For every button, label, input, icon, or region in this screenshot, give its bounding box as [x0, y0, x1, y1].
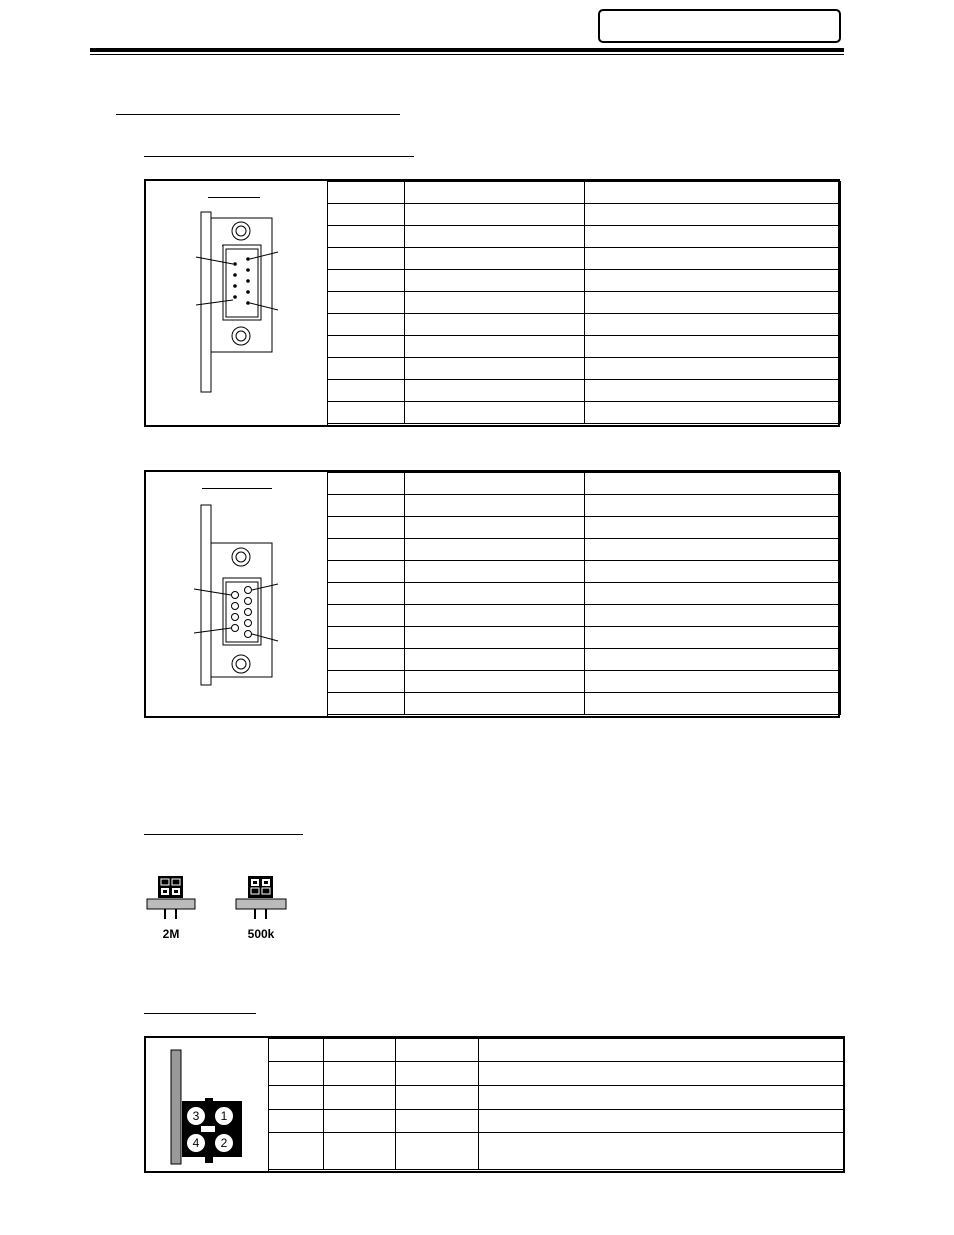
table-row	[269, 1062, 844, 1086]
table-cell	[585, 649, 841, 671]
table-cell	[479, 1086, 844, 1110]
diagram-caption-underline	[208, 197, 260, 198]
table-cell	[405, 248, 585, 270]
table-cell	[328, 182, 405, 204]
table-cell	[328, 561, 405, 583]
table-cell	[328, 539, 405, 561]
table-row	[269, 1039, 844, 1062]
table-cell	[269, 1062, 324, 1086]
table-row	[328, 583, 841, 605]
db9-connector-diagram	[186, 502, 286, 688]
pin-2-label: 2	[220, 1136, 228, 1150]
table-row	[328, 248, 841, 270]
table-row	[328, 402, 841, 424]
table-cell	[396, 1110, 479, 1133]
table-cell	[324, 1133, 396, 1170]
table-cell	[479, 1039, 844, 1062]
table-cell	[585, 517, 841, 539]
table-cell	[396, 1133, 479, 1170]
table-cell	[405, 649, 585, 671]
power-connector-diagram	[168, 1046, 248, 1170]
db9-connector-diagram	[186, 209, 286, 395]
connector-table-1	[144, 179, 840, 427]
table-cell	[328, 402, 405, 424]
table-cell	[585, 495, 841, 517]
table-cell	[324, 1039, 396, 1062]
table-cell	[585, 583, 841, 605]
table-cell	[585, 292, 841, 314]
table-cell	[405, 182, 585, 204]
table-cell	[479, 1062, 844, 1086]
table-cell	[585, 539, 841, 561]
table-cell	[396, 1039, 479, 1062]
table-row	[269, 1133, 844, 1170]
table-cell	[585, 671, 841, 693]
table-row	[328, 358, 841, 380]
table-cell	[585, 605, 841, 627]
header-rule-thin	[90, 54, 844, 55]
table-cell	[405, 495, 585, 517]
pin-1-label: 1	[220, 1109, 228, 1123]
table-cell	[585, 402, 841, 424]
power-connector-table	[144, 1036, 845, 1173]
table-cell	[269, 1110, 324, 1133]
table-row	[328, 182, 841, 204]
table-cell	[405, 561, 585, 583]
table-row	[328, 336, 841, 358]
diagram-caption-underline	[202, 488, 272, 489]
table-row	[328, 380, 841, 402]
table-cell	[479, 1133, 844, 1170]
table-cell	[585, 561, 841, 583]
subsection-heading	[144, 138, 414, 154]
table-row	[328, 671, 841, 693]
section-heading-underline	[116, 114, 400, 115]
table-cell	[585, 473, 841, 495]
table-cell	[328, 583, 405, 605]
table-cell	[585, 336, 841, 358]
table-cell	[324, 1110, 396, 1133]
header-box	[598, 9, 841, 43]
table-row	[328, 495, 841, 517]
table-cell	[585, 380, 841, 402]
table-cell	[328, 605, 405, 627]
table-row	[328, 292, 841, 314]
subsection-heading-underline	[144, 156, 414, 157]
table-cell	[585, 270, 841, 292]
table-cell	[585, 226, 841, 248]
table-row	[328, 561, 841, 583]
table-row	[328, 693, 841, 715]
connector-table-2	[144, 470, 840, 718]
table-cell	[328, 204, 405, 226]
diagram-caption	[208, 189, 260, 201]
pin-3-label: 3	[192, 1109, 200, 1123]
table-row	[328, 649, 841, 671]
table-row	[269, 1110, 844, 1133]
table-cell	[269, 1039, 324, 1062]
table-cell	[585, 627, 841, 649]
table-cell	[405, 270, 585, 292]
table-cell	[328, 495, 405, 517]
jumper-500k-icon	[234, 872, 288, 922]
table-cell	[405, 380, 585, 402]
table-cell	[396, 1086, 479, 1110]
diagram-caption	[202, 480, 272, 492]
table-cell	[585, 314, 841, 336]
table-cell	[585, 693, 841, 715]
table-cell	[405, 314, 585, 336]
pinout-table-1	[327, 181, 841, 424]
table-cell	[405, 671, 585, 693]
power-heading-underline	[144, 1013, 256, 1014]
table-cell	[328, 649, 405, 671]
jumper-500k	[234, 872, 288, 942]
table-cell	[328, 292, 405, 314]
table-cell	[328, 671, 405, 693]
table-cell	[405, 583, 585, 605]
table-cell	[585, 358, 841, 380]
table-row	[328, 517, 841, 539]
table-cell	[585, 182, 841, 204]
table-cell	[405, 358, 585, 380]
table-cell	[328, 473, 405, 495]
table-cell	[328, 336, 405, 358]
table-cell	[328, 693, 405, 715]
table-row	[328, 605, 841, 627]
table-row	[328, 314, 841, 336]
table-cell	[269, 1086, 324, 1110]
table-row	[269, 1086, 844, 1110]
table-cell	[328, 627, 405, 649]
table-cell	[405, 473, 585, 495]
jumper-heading	[144, 817, 303, 833]
jumper-2m	[145, 872, 197, 942]
table-cell	[405, 693, 585, 715]
table-cell	[405, 292, 585, 314]
table-cell	[328, 314, 405, 336]
table-cell	[328, 270, 405, 292]
table-cell	[405, 517, 585, 539]
table-cell	[405, 204, 585, 226]
table-cell	[585, 204, 841, 226]
power-pinout-table	[268, 1038, 844, 1170]
table-cell	[324, 1086, 396, 1110]
table-row	[328, 627, 841, 649]
table-cell	[479, 1110, 844, 1133]
table-cell	[396, 1062, 479, 1086]
jumper-2m-icon	[145, 872, 197, 922]
table-cell	[585, 248, 841, 270]
table-cell	[328, 358, 405, 380]
jumper-2m-label: 2M	[162, 927, 180, 941]
header-rule	[90, 48, 844, 52]
table-cell	[405, 336, 585, 358]
table-row	[328, 539, 841, 561]
table-row	[328, 473, 841, 495]
pinout-table-2	[327, 472, 841, 715]
table-cell	[324, 1062, 396, 1086]
table-cell	[405, 539, 585, 561]
table-cell	[328, 380, 405, 402]
section-heading	[116, 96, 400, 112]
table-cell	[405, 226, 585, 248]
table-cell	[328, 248, 405, 270]
power-heading	[144, 996, 256, 1012]
jumper-500k-label: 500k	[247, 927, 275, 941]
table-cell	[405, 402, 585, 424]
table-cell	[405, 605, 585, 627]
jumper-heading-underline	[144, 834, 303, 835]
pin-4-label: 4	[192, 1136, 200, 1150]
table-row	[328, 270, 841, 292]
table-cell	[328, 226, 405, 248]
table-row	[328, 226, 841, 248]
table-cell	[328, 517, 405, 539]
table-row	[328, 204, 841, 226]
table-cell	[269, 1133, 324, 1170]
table-cell	[405, 627, 585, 649]
